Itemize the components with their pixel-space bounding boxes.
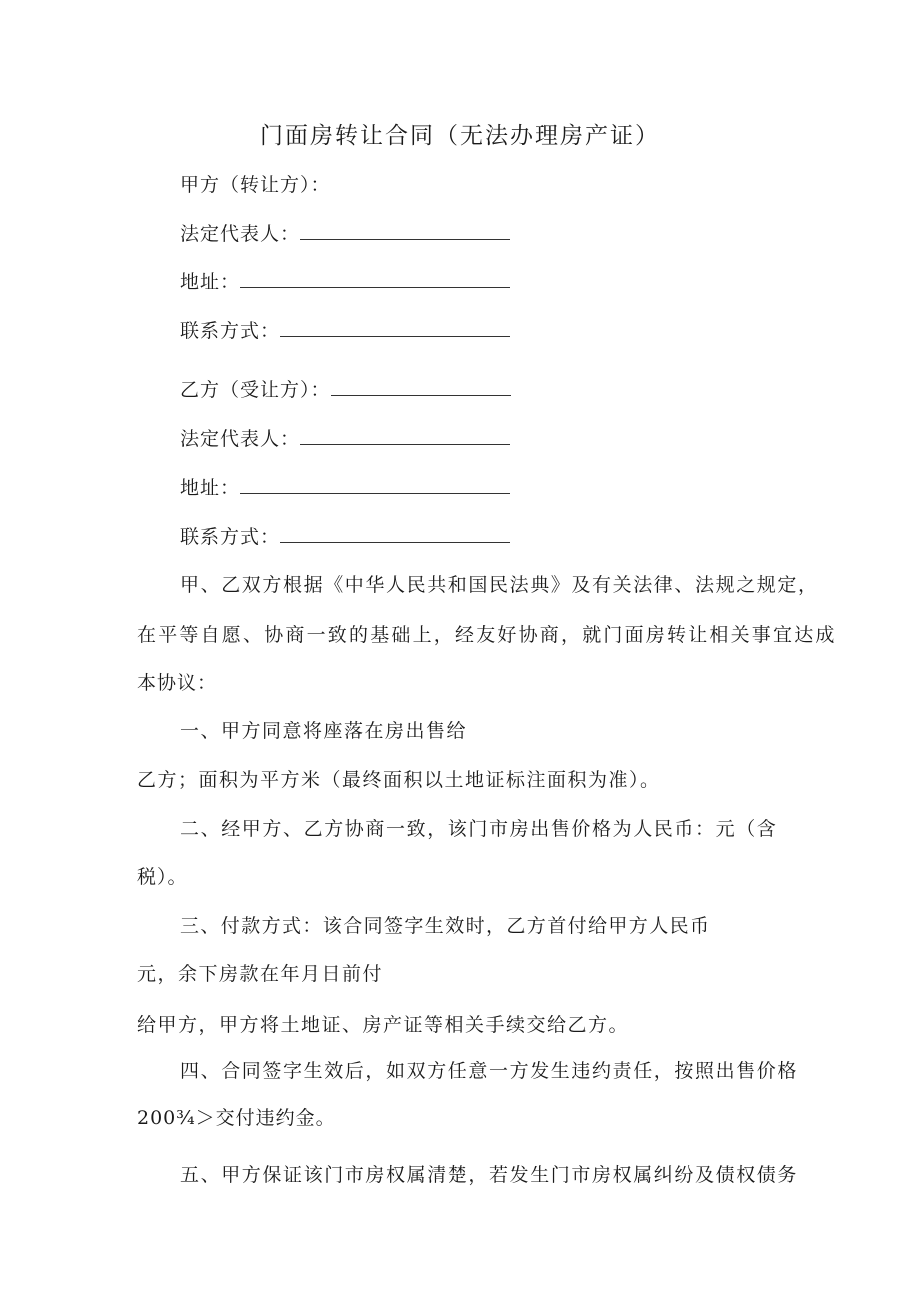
party-b-name-blank[interactable] — [331, 377, 511, 396]
party-a-address-row — [180, 269, 510, 295]
preamble-line-2: 在平等自愿、协商一致的基础上，经友好协商，就门面房转让相关事宜达成 — [137, 624, 837, 646]
clause-4-line-2: 200¾＞交付违约金。 — [137, 1107, 336, 1129]
clause-3-line-2: 元，余下房款在年月日前付 — [137, 963, 384, 985]
party-b-rep-label: 法定代表人： — [180, 428, 301, 450]
party-b-heading: 乙方（受让方）： — [180, 379, 331, 401]
party-b-rep-blank[interactable] — [300, 426, 510, 445]
party-a-heading: 甲方（转让方）： — [180, 174, 331, 196]
clause-3-line-1: 三、付款方式：该合同签字生效时，乙方首付给甲方人民币 — [180, 915, 711, 937]
party-a-address-label: 地址： — [180, 271, 241, 293]
party-b-address-label: 地址： — [180, 477, 241, 499]
party-a-rep-label: 法定代表人： — [180, 223, 301, 245]
party-a-rep-blank[interactable] — [300, 221, 510, 240]
party-a-rep-row — [180, 221, 510, 247]
clause-1-line-1: 一、甲方同意将座落在房出售给 — [180, 720, 468, 742]
clause-5-line-1: 五、甲方保证该门市房权属清楚，若发生门市房权属纠纷及债权债务 — [180, 1164, 799, 1186]
party-b-contact-label: 联系方式： — [180, 526, 281, 548]
clause-2-line-1: 二、经甲方、乙方协商一致，该门市房出售价格为人民币：元（含 — [180, 818, 778, 840]
party-b-row — [180, 377, 511, 403]
party-a-address-blank[interactable] — [240, 269, 510, 288]
party-b-address-row — [180, 475, 510, 501]
preamble-line-3: 本协议： — [137, 672, 218, 694]
clause-2-line-2: 税）。 — [137, 866, 188, 888]
party-b-contact-blank[interactable] — [280, 524, 510, 543]
party-a-contact-blank[interactable] — [280, 318, 510, 337]
party-b-contact-row — [180, 524, 510, 550]
clause-1-line-2: 乙方；面积为平方米（最终面积以土地证标注面积为准）。 — [137, 769, 661, 791]
preamble-line-1: 甲、乙双方根据《中华人民共和国民法典》及有关法律、法规之规定， — [180, 574, 819, 596]
party-b-rep-row — [180, 426, 510, 452]
clause-3-line-3: 给甲方，甲方将土地证、房产证等相关手续交给乙方。 — [137, 1014, 630, 1036]
document-title: 门面房转让合同（无法办理房产证） — [260, 123, 660, 149]
party-a-contact-label: 联系方式： — [180, 320, 281, 342]
party-a-contact-row — [180, 318, 510, 344]
party-b-address-blank[interactable] — [240, 475, 510, 494]
clause-4-line-1: 四、合同签字生效后，如双方任意一方发生违约责任，按照出售价格 — [180, 1060, 799, 1082]
